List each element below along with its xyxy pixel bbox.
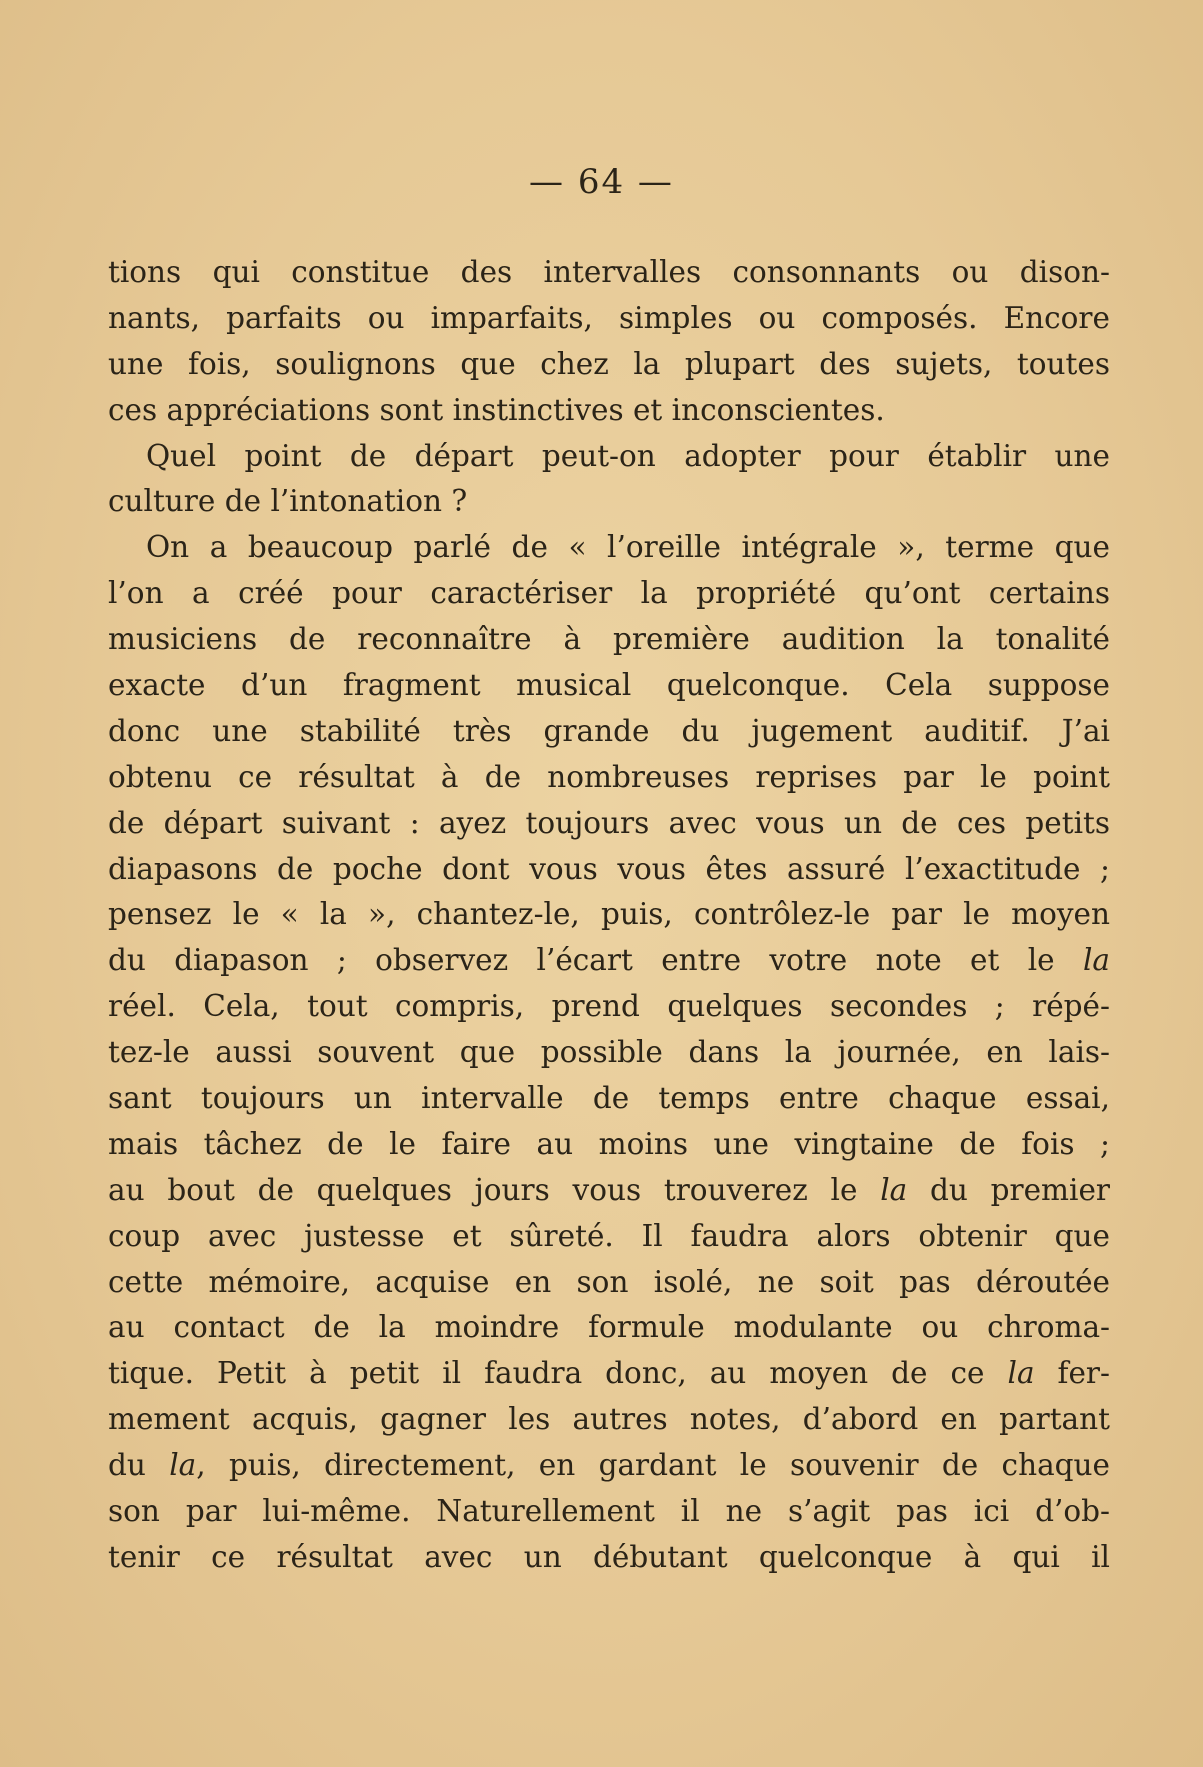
text-line: On a beaucoup parlé de « l’oreille intégrale », terme que — [146, 530, 1110, 565]
italic-word: la — [169, 1448, 197, 1483]
text-line: son par lui-même. Naturellement il ne s’agit pas ici d’ob- — [108, 1494, 1110, 1529]
text-line: mais tâchez de le faire au moins une vingtaine de fois ; — [108, 1126, 1110, 1161]
text-line: tenir ce résultat avec un débutant quelconque à qui il — [108, 1539, 1110, 1574]
text-line: exacte d’un fragment musical quelconque. Cela suppose — [108, 668, 1110, 703]
text-line: du la, puis, directement, en gardant le souvenir de chaque — [108, 1448, 1110, 1483]
text-line: musiciens de reconnaître à première audition la tonalité — [108, 622, 1110, 657]
text-line: mement acquis, gagner les autres notes, d’abord en partant — [108, 1402, 1110, 1437]
text-line: cette mémoire, acquise en son isolé, ne soit pas déroutée — [108, 1264, 1110, 1299]
text-line: l’on a créé pour caractériser la propriété qu’ont certains — [108, 576, 1110, 611]
italic-word: la — [880, 1172, 908, 1207]
text-line: tique. Petit à petit il faudra donc, au moyen de ce la fer- — [108, 1356, 1110, 1391]
text-line: culture de l’intonation ? — [108, 484, 468, 519]
italic-word: la — [1007, 1356, 1035, 1391]
text-line: ces appréciations sont instinctives et inconscientes. — [108, 392, 885, 427]
text-line: de départ suivant : ayez toujours avec vous un de ces petits — [108, 805, 1110, 840]
text-line: une fois, soulignons que chez la plupart des sujets, toutes — [108, 346, 1110, 381]
text-line: pensez le « la », chantez-le, puis, contrôlez-le par le moyen — [108, 897, 1110, 932]
text-line: obtenu ce résultat à de nombreuses reprises par le point — [108, 759, 1110, 794]
text-line: diapasons de poche dont vous vous êtes assuré l’exactitude ; — [108, 851, 1110, 886]
italic-word: la — [1082, 943, 1110, 978]
text-line: sant toujours un intervalle de temps entre chaque essai, — [108, 1081, 1110, 1116]
text-line: tez-le aussi souvent que possible dans la journée, en lais- — [108, 1035, 1110, 1070]
text-line: au bout de quelques jours vous trouverez le la du premier — [108, 1172, 1110, 1207]
body-text — [108, 250, 1110, 1581]
text-line: tions qui constitue des intervalles consonnants ou dison- — [108, 255, 1110, 289]
text-line: coup avec justesse et sûreté. Il faudra alors obtenir que — [108, 1218, 1110, 1253]
text-line: du diapason ; observez l’écart entre votre note et le la — [108, 943, 1110, 978]
text-line: nants, parfaits ou imparfaits, simples ou composés. Encore — [108, 300, 1110, 335]
text-line: réel. Cela, tout compris, prend quelques secondes ; répé- — [108, 989, 1110, 1024]
text-line: Quel point de départ peut-on adopter pour établir une — [146, 438, 1110, 473]
text-line: donc une stabilité très grande du jugement auditif. J’ai — [108, 713, 1110, 748]
page-number: — 64 — — [529, 162, 674, 202]
text-line: au contact de la moindre formule modulante ou chroma- — [108, 1310, 1110, 1345]
